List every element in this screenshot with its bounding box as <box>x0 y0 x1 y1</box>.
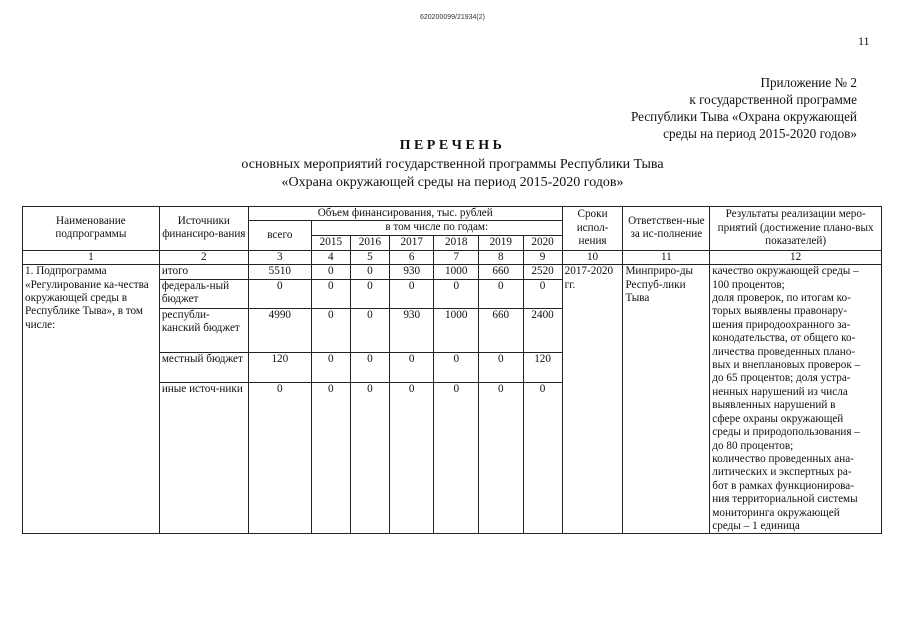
results-line: шения природоохранного за- <box>712 318 851 331</box>
source-cell: иные источ-ники <box>159 382 248 534</box>
year-cell: 2400 <box>523 308 562 352</box>
header-source: Источники финансиро-вания <box>159 207 248 251</box>
year-cell: 0 <box>350 382 389 534</box>
column-number: 2 <box>159 250 248 264</box>
column-number: 5 <box>350 250 389 264</box>
year-cell: 0 <box>479 382 524 534</box>
total-cell: 0 <box>248 382 311 534</box>
results-line: ния территориальной системы <box>712 493 858 506</box>
source-cell: федераль-ный бюджет <box>159 279 248 308</box>
year-cell: 0 <box>350 352 389 382</box>
year-cell: 120 <box>523 352 562 382</box>
header-total: всего <box>248 221 311 250</box>
results-line: ненных нарушений из числа <box>712 385 848 398</box>
year-cell: 0 <box>389 382 434 534</box>
results-line: сфере охраны окружающей <box>712 412 844 425</box>
results-line: до 65 процентов; доля устра- <box>712 372 851 385</box>
results-line: вых и внеплановых проверок – <box>712 359 861 372</box>
year-cell: 0 <box>523 279 562 308</box>
document-subtitle <box>0 156 905 192</box>
results-line: 100 процентов; <box>712 278 785 291</box>
column-number: 6 <box>389 250 434 264</box>
total-cell: 0 <box>248 279 311 308</box>
results-line: торых выявлены правонару- <box>712 305 848 318</box>
results-line: качество окружающей среды – <box>712 265 859 278</box>
document-title: ПЕРЕЧЕНЬ <box>399 138 506 153</box>
header-deadline: Сроки испол-нения <box>562 207 623 251</box>
column-number: 3 <box>248 250 311 264</box>
year-cell: 930 <box>389 308 434 352</box>
results-line: количество проведенных ана- <box>712 452 854 465</box>
year-cell: 0 <box>434 352 479 382</box>
year-cell: 0 <box>479 279 524 308</box>
column-number: 12 <box>710 250 882 264</box>
header-year: 2016 <box>350 235 389 250</box>
results-line: до 80 процентов; <box>712 439 794 452</box>
appendix-line: Республики Тыва «Охрана окружающей <box>630 109 857 124</box>
appendix-line: Приложение № 2 <box>760 75 857 90</box>
subtitle-line: «Охрана окружающей среды на период 2015-2020 годов» <box>281 175 624 190</box>
year-cell: 0 <box>434 382 479 534</box>
year-cell: 0 <box>311 352 350 382</box>
results-line: доля проверок, по итогам ко- <box>712 292 851 305</box>
appendix-note <box>631 74 857 142</box>
header-name: Наименование подпрограммы <box>23 207 160 251</box>
header-year: 2018 <box>434 235 479 250</box>
source-cell: итого <box>159 265 248 279</box>
column-number: 4 <box>311 250 350 264</box>
year-cell: 0 <box>311 279 350 308</box>
year-cell: 0 <box>389 279 434 308</box>
column-number: 8 <box>479 250 524 264</box>
results-line: бот в рамках функционирова- <box>712 479 855 492</box>
measures-table <box>22 206 882 534</box>
subprogram-name: 1. Подпрограмма «Регулирование ка-чества окружающей среды в Республике Тыва», в том числе: <box>23 265 160 534</box>
year-cell: 0 <box>479 352 524 382</box>
results-line: выявленных нарушений в <box>712 399 836 412</box>
appendix-line: среды на период 2015-2020 годов» <box>663 126 857 141</box>
results-line: мониторинга окружающей <box>712 506 840 519</box>
column-number: 9 <box>523 250 562 264</box>
header-year: 2015 <box>311 235 350 250</box>
year-cell: 0 <box>350 279 389 308</box>
results-line: литических и экспертных ра- <box>712 466 852 479</box>
column-number: 7 <box>434 250 479 264</box>
year-cell: 0 <box>389 352 434 382</box>
header-year: 2019 <box>479 235 524 250</box>
year-cell: 0 <box>523 382 562 534</box>
results-line: среды и природопользования – <box>712 426 860 439</box>
column-number: 10 <box>562 250 623 264</box>
year-cell: 0 <box>350 265 389 279</box>
responsible-cell: Минприро-ды Респуб-лики Тыва <box>623 265 710 534</box>
year-cell: 0 <box>311 308 350 352</box>
header-responsible: Ответствен-ные за ис-полнение <box>623 207 710 251</box>
deadline-cell: 2017-2020 гг. <box>562 265 623 534</box>
results-cell <box>710 265 882 534</box>
results-line: конодательства, от общего ко- <box>712 332 856 345</box>
column-number-row <box>23 250 882 264</box>
appendix-line: к государственной программе <box>689 92 857 107</box>
total-cell: 5510 <box>248 265 311 279</box>
year-cell: 2520 <box>523 265 562 279</box>
source-cell: республи-канский бюджет <box>159 308 248 352</box>
year-cell: 930 <box>389 265 434 279</box>
results-line: среды – 1 единица <box>712 519 800 532</box>
year-cell: 660 <box>479 308 524 352</box>
header-year: 2017 <box>389 235 434 250</box>
total-cell: 120 <box>248 352 311 382</box>
header-results: Результаты реализации меро-приятий (достижение плано-вых показателей) <box>710 207 882 251</box>
year-cell: 1000 <box>434 308 479 352</box>
table-row <box>23 265 882 279</box>
document-id: 620200099/21934(2) <box>419 14 485 21</box>
total-cell: 4990 <box>248 308 311 352</box>
header-year: 2020 <box>523 235 562 250</box>
column-number: 1 <box>23 250 160 264</box>
year-cell: 660 <box>479 265 524 279</box>
year-cell: 0 <box>311 265 350 279</box>
subtitle-line: основных мероприятий государственной программы Республики Тыва <box>241 157 664 172</box>
header-volume: Объем финансирования, тыс. рублей <box>248 207 562 221</box>
header-by-year: в том числе по годам: <box>311 221 562 235</box>
page-number: 11 <box>858 34 870 48</box>
column-number: 11 <box>623 250 710 264</box>
year-cell: 0 <box>311 382 350 534</box>
year-cell: 0 <box>350 308 389 352</box>
results-line: личества проведенных плано- <box>712 345 856 358</box>
year-cell: 0 <box>434 279 479 308</box>
source-cell: местный бюджет <box>159 352 248 382</box>
year-cell: 1000 <box>434 265 479 279</box>
